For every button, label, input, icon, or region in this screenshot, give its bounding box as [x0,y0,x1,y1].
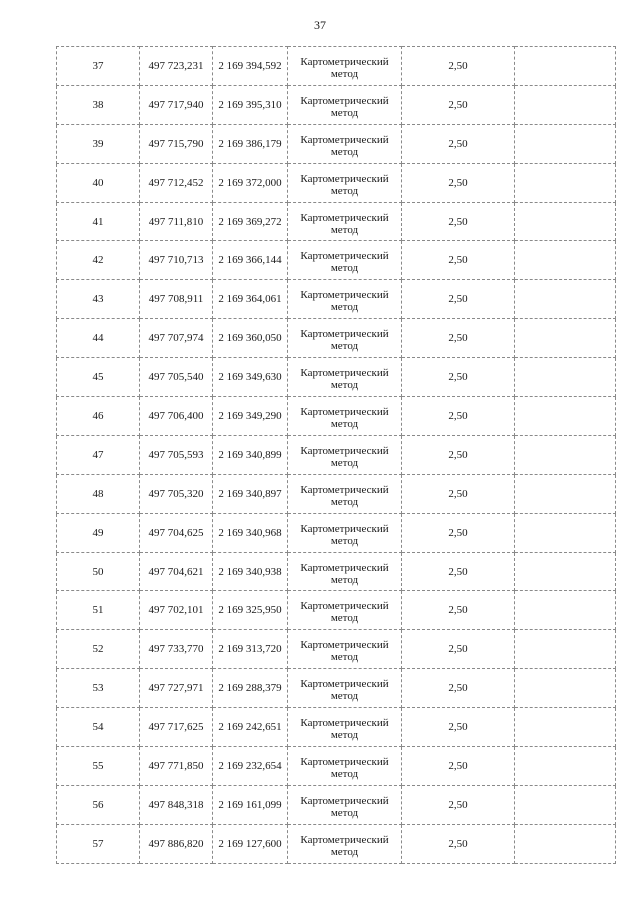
point-number-cell: 52 [57,630,140,669]
note-cell [515,85,616,124]
y-coordinate-cell: 2 169 340,897 [213,474,288,513]
x-coordinate-cell: 497 771,850 [140,747,213,786]
note-cell [515,474,616,513]
method-text: Картометрический метод [300,367,389,392]
y-coordinate-cell: 2 169 340,938 [213,552,288,591]
method-cell [288,474,402,513]
x-coordinate-cell: 497 848,318 [140,785,213,824]
table-row [57,552,616,591]
method-text: Картометрический метод [300,794,389,819]
table-row [57,435,616,474]
note-cell [515,202,616,241]
accuracy-cell: 2,50 [402,747,515,786]
accuracy-cell: 2,50 [402,513,515,552]
y-coordinate-cell: 2 169 232,654 [213,747,288,786]
y-coordinate-cell: 2 169 372,000 [213,163,288,202]
method-text: Картометрический метод [300,172,389,197]
table-row [57,708,616,747]
method-text: Картометрический метод [300,405,389,430]
y-coordinate-cell: 2 169 288,379 [213,669,288,708]
x-coordinate-cell: 497 704,625 [140,513,213,552]
method-text: Картометрический метод [300,211,389,236]
x-coordinate-cell: 497 708,911 [140,280,213,319]
accuracy-cell: 2,50 [402,397,515,436]
method-cell [288,708,402,747]
method-cell [288,669,402,708]
table-row [57,85,616,124]
point-number-cell: 46 [57,397,140,436]
x-coordinate-cell: 497 717,625 [140,708,213,747]
point-number-cell: 53 [57,669,140,708]
x-coordinate-cell: 497 727,971 [140,669,213,708]
table-row [57,47,616,86]
method-text: Картометрический метод [300,328,389,353]
method-text: Картометрический метод [300,250,389,275]
accuracy-cell: 2,50 [402,280,515,319]
y-coordinate-cell: 2 169 364,061 [213,280,288,319]
point-number-cell: 43 [57,280,140,319]
table-row [57,280,616,319]
y-coordinate-cell: 2 169 349,290 [213,397,288,436]
table-row [57,513,616,552]
method-text: Картометрический метод [300,833,389,858]
accuracy-cell: 2,50 [402,552,515,591]
table-row [57,785,616,824]
point-number-cell: 42 [57,241,140,280]
accuracy-cell: 2,50 [402,319,515,358]
method-cell [288,397,402,436]
table-row [57,630,616,669]
point-number-cell: 41 [57,202,140,241]
accuracy-cell: 2,50 [402,202,515,241]
table-row [57,747,616,786]
x-coordinate-cell: 497 723,231 [140,47,213,86]
note-cell [515,319,616,358]
note-cell [515,435,616,474]
method-cell [288,85,402,124]
method-text: Картометрический метод [300,600,389,625]
note-cell [515,708,616,747]
method-cell [288,591,402,630]
method-cell [288,358,402,397]
accuracy-cell: 2,50 [402,630,515,669]
note-cell [515,747,616,786]
accuracy-cell: 2,50 [402,241,515,280]
method-cell [288,785,402,824]
accuracy-cell: 2,50 [402,47,515,86]
method-cell [288,435,402,474]
note-cell [515,397,616,436]
method-text: Картометрический метод [300,289,389,314]
note-cell [515,47,616,86]
accuracy-cell: 2,50 [402,474,515,513]
y-coordinate-cell: 2 169 349,630 [213,358,288,397]
table-row [57,474,616,513]
point-number-cell: 47 [57,435,140,474]
x-coordinate-cell: 497 707,974 [140,319,213,358]
y-coordinate-cell: 2 169 360,050 [213,319,288,358]
x-coordinate-cell: 497 715,790 [140,124,213,163]
accuracy-cell: 2,50 [402,85,515,124]
point-number-cell: 54 [57,708,140,747]
coordinates-table [56,46,616,864]
method-cell [288,124,402,163]
accuracy-cell: 2,50 [402,669,515,708]
point-number-cell: 51 [57,591,140,630]
table-row [57,124,616,163]
method-cell [288,319,402,358]
x-coordinate-cell: 497 705,320 [140,474,213,513]
y-coordinate-cell: 2 169 340,968 [213,513,288,552]
accuracy-cell: 2,50 [402,824,515,863]
method-text: Картометрический метод [300,678,389,703]
point-number-cell: 57 [57,824,140,863]
x-coordinate-cell: 497 710,713 [140,241,213,280]
method-text: Картометрический метод [300,133,389,158]
method-text: Картометрический метод [300,483,389,508]
table-row [57,358,616,397]
accuracy-cell: 2,50 [402,785,515,824]
point-number-cell: 50 [57,552,140,591]
point-number-cell: 40 [57,163,140,202]
accuracy-cell: 2,50 [402,358,515,397]
point-number-cell: 38 [57,85,140,124]
method-cell [288,163,402,202]
y-coordinate-cell: 2 169 386,179 [213,124,288,163]
x-coordinate-cell: 497 886,820 [140,824,213,863]
method-text: Картометрический метод [300,755,389,780]
accuracy-cell: 2,50 [402,163,515,202]
note-cell [515,241,616,280]
x-coordinate-cell: 497 733,770 [140,630,213,669]
note-cell [515,358,616,397]
point-number-cell: 39 [57,124,140,163]
method-cell [288,824,402,863]
method-cell [288,47,402,86]
point-number-cell: 37 [57,47,140,86]
method-cell [288,747,402,786]
table-row [57,163,616,202]
y-coordinate-cell: 2 169 366,144 [213,241,288,280]
method-cell [288,241,402,280]
x-coordinate-cell: 497 711,810 [140,202,213,241]
note-cell [515,824,616,863]
x-coordinate-cell: 497 702,101 [140,591,213,630]
method-cell [288,280,402,319]
note-cell [515,280,616,319]
x-coordinate-cell: 497 712,452 [140,163,213,202]
x-coordinate-cell: 497 704,621 [140,552,213,591]
x-coordinate-cell: 497 705,593 [140,435,213,474]
y-coordinate-cell: 2 169 161,099 [213,785,288,824]
table-row [57,397,616,436]
y-coordinate-cell: 2 169 325,950 [213,591,288,630]
table-row [57,669,616,708]
y-coordinate-cell: 2 169 395,310 [213,85,288,124]
method-text: Картометрический метод [300,717,389,742]
x-coordinate-cell: 497 706,400 [140,397,213,436]
point-number-cell: 56 [57,785,140,824]
note-cell [515,513,616,552]
table-row [57,591,616,630]
y-coordinate-cell: 2 169 242,651 [213,708,288,747]
note-cell [515,785,616,824]
method-text: Картометрический метод [300,639,389,664]
point-number-cell: 55 [57,747,140,786]
point-number-cell: 49 [57,513,140,552]
table-row [57,824,616,863]
table-row [57,319,616,358]
note-cell [515,591,616,630]
table-row [57,202,616,241]
y-coordinate-cell: 2 169 369,272 [213,202,288,241]
method-text: Картометрический метод [300,522,389,547]
method-text: Картометрический метод [300,561,389,586]
method-cell [288,202,402,241]
method-text: Картометрический метод [300,94,389,119]
note-cell [515,163,616,202]
note-cell [515,630,616,669]
y-coordinate-cell: 2 169 127,600 [213,824,288,863]
accuracy-cell: 2,50 [402,708,515,747]
method-text: Картометрический метод [300,55,389,80]
table-row [57,241,616,280]
method-cell [288,552,402,591]
accuracy-cell: 2,50 [402,124,515,163]
y-coordinate-cell: 2 169 313,720 [213,630,288,669]
point-number-cell: 44 [57,319,140,358]
page-number: 37 [314,18,326,32]
method-cell [288,630,402,669]
method-text: Картометрический метод [300,444,389,469]
x-coordinate-cell: 497 717,940 [140,85,213,124]
point-number-cell: 48 [57,474,140,513]
table-body [57,47,616,864]
x-coordinate-cell: 497 705,540 [140,358,213,397]
note-cell [515,124,616,163]
accuracy-cell: 2,50 [402,435,515,474]
accuracy-cell: 2,50 [402,591,515,630]
y-coordinate-cell: 2 169 394,592 [213,47,288,86]
note-cell [515,552,616,591]
y-coordinate-cell: 2 169 340,899 [213,435,288,474]
note-cell [515,669,616,708]
method-cell [288,513,402,552]
point-number-cell: 45 [57,358,140,397]
